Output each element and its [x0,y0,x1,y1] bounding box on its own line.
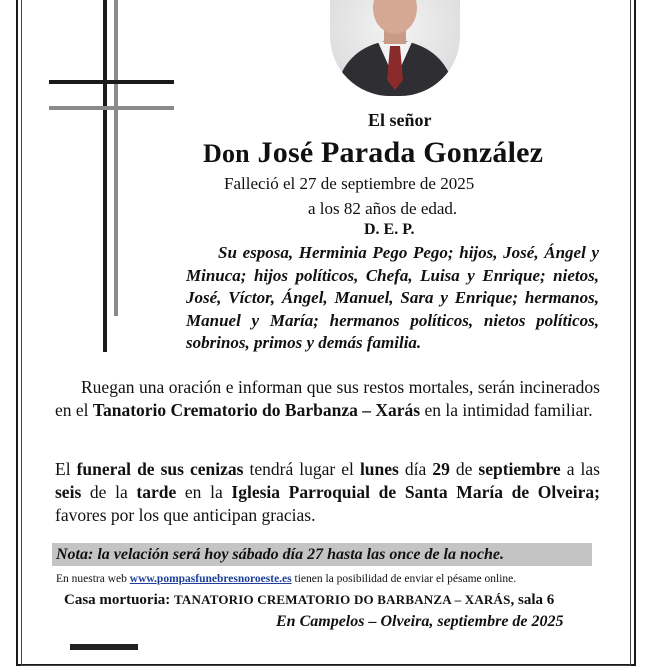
casa-place: TANATORIO CREMATORIO DO BARBANZA – XARÁS [173,592,511,607]
web-line [56,573,516,585]
place-date: En Campelos – Olveira, septiembre de 2025 [276,613,564,630]
ruegan-end: en la intimidad familiar. [420,400,593,420]
funeral-s2: tendrá lugar el [243,459,360,479]
funeral-s8: favores por los que anticipan gracias. [55,505,316,525]
family-list [186,242,599,355]
cross-icon [47,0,177,360]
funeral-s7: en la [176,482,232,502]
funeral-paragraph [55,458,600,527]
death-date-line: Falleció el 27 de septiembre de 2025 [224,174,475,193]
ruegan-paragraph [55,376,600,422]
funeral-s3: día [398,459,433,479]
funeral-b2: lunes [359,459,399,479]
casa-mortuoria-line [64,592,554,609]
casa-room: , sala 6 [510,592,555,608]
dep-text: D. E. P. [364,221,415,238]
funeral-b6: tarde [136,482,177,502]
funeral-b1: funeral de sus cenizas [76,459,244,479]
ruegan-text: Ruegan una oración e informan que sus restos mortales, serán incinerados en el [55,377,600,420]
deceased-name [203,136,543,170]
funeral-b4: septiembre [478,459,561,479]
age-line: a los 82 años de edad. [308,199,458,218]
website-link[interactable]: www.pompasfunebresnoroeste.es [129,573,292,585]
funeral-b5: seis [55,482,82,502]
tanatorio-name: Tanatorio Crematorio do Barbanza – Xarás [92,400,421,420]
funeral-s5: a las [560,459,600,479]
footer-logo-mark [70,644,138,650]
funeral-b3: 29 [432,459,450,479]
web-before: En nuestra web [56,573,130,585]
casa-label: Casa mortuoria: [64,592,174,608]
name-prefix: Don [203,139,250,168]
nota-banner: Nota: la velación será hoy sábado día 27 hasta las once de la noche. [52,543,592,566]
funeral-s4: de [449,459,479,479]
family-text: Su esposa, Herminia Pego Pego; hijos, José, Ángel y Minuca; hijos políticos, Chefa, Luisa y Enrique; nietos, José, Víctor, Ángel, Manuel, Sara y Enrique; hermanos, Manuel y María; hermanos políticos, nietos políticos, sobrinos, primos y demás familia. [186,243,599,352]
funeral-s6: de la [81,482,137,502]
name-text: José Parada González [257,136,544,169]
title: El señor [368,110,432,130]
funeral-b7: Iglesia Parroquial de Santa María de Olveira; [231,482,600,502]
funeral-s1: El [55,459,77,479]
web-after: tienen la posibilidad de enviar el pésame online. [291,573,517,585]
